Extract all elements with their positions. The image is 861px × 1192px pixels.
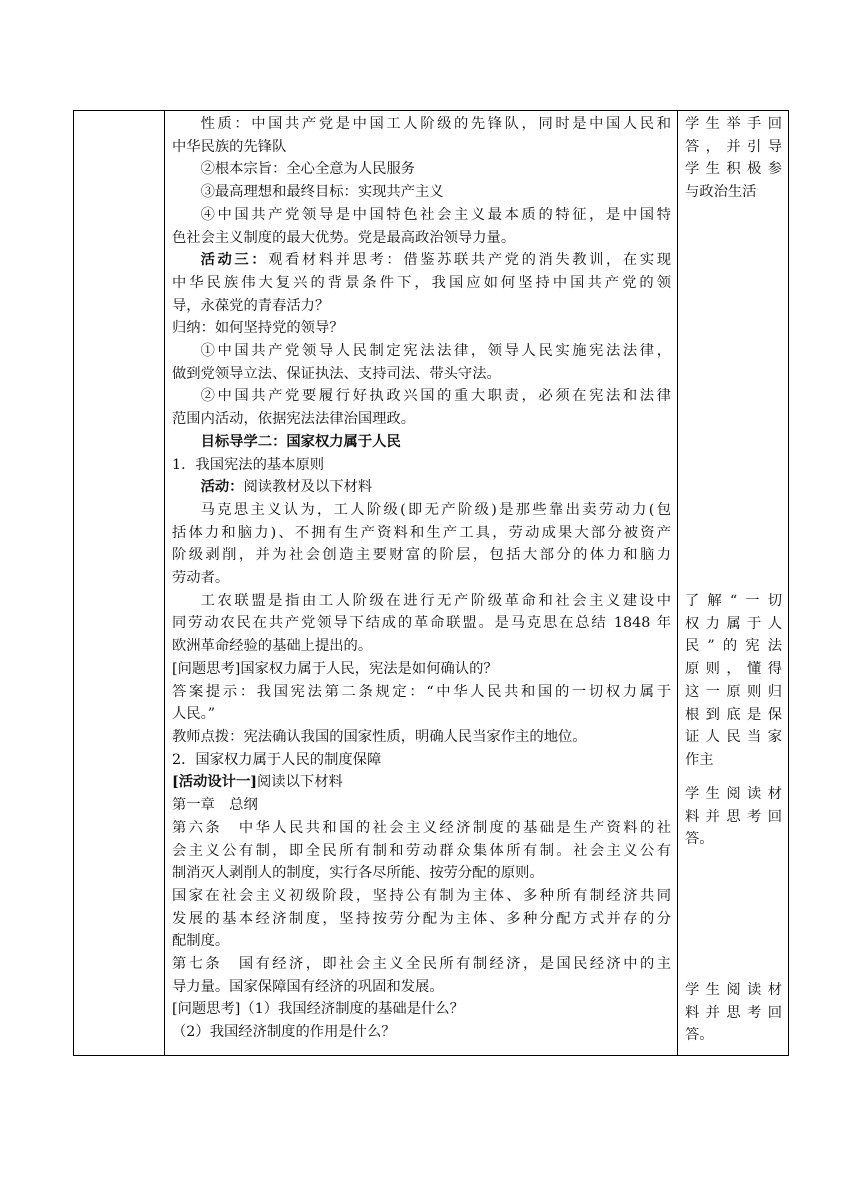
note-block: [685, 979, 782, 1047]
line-text: 配制度。: [172, 933, 230, 950]
line-text: 同劳动农民在共产党领导下结成的革命联盟。是马克思在总结 1848 年: [172, 615, 671, 632]
text-line: [172, 454, 671, 477]
note-line: 答。: [685, 831, 714, 848]
line-text: 范围内活动，依据宪法法律治国理政。: [172, 411, 416, 428]
note-line: 权力属于人: [685, 615, 782, 632]
text-line: [172, 567, 671, 590]
bold-heading: 目标导学二：国家权力属于人民: [200, 433, 401, 450]
line-text: 国家在社会主义初级阶段，坚持公有制为主体、多种所有制经济共同: [172, 887, 671, 904]
content-column: [165, 111, 678, 1055]
text-line: [172, 817, 671, 840]
text-line: [172, 249, 671, 272]
line-text: 教师点拨：宪法确认我国的国家性质，明确人民当家作主的地位。: [172, 728, 587, 745]
text-line: [172, 431, 671, 454]
text-line: [172, 726, 671, 749]
note-line: 证人民当家: [685, 729, 782, 746]
text-line: [172, 522, 671, 545]
line-text: ③最高理想和最终目标：实现共产主义: [200, 184, 444, 201]
line-text: 性质：中国共产党是中国工人阶级的先锋队，同时是中国人民和: [200, 116, 671, 132]
line-text: ②根本宗旨：全心全意为人民服务: [200, 161, 416, 178]
line-text: 观看材料并思考：借鉴苏联共产党的消失教训，在实现: [268, 252, 672, 269]
note-line: 答。: [685, 1027, 714, 1044]
note-line: 根到底是保: [685, 706, 782, 723]
text-line: [172, 930, 671, 953]
note-line: 学生积极参: [685, 161, 782, 178]
line-text: 阶级剥削，并为社会创造主要财富的阶层，包括大部分的体力和脑力: [172, 547, 671, 564]
line-text: 人民。”: [172, 706, 216, 723]
text-line: [172, 385, 671, 408]
text-line: [172, 908, 671, 931]
note-line: 了解“一切: [685, 593, 782, 609]
text-line: [172, 136, 671, 159]
text-line: [172, 976, 671, 999]
line-text: 1．我国宪法的基本原则: [172, 456, 325, 473]
note-line: 料并思考回: [685, 1004, 782, 1021]
line-text: 劳动者。: [172, 570, 230, 587]
text-line: [172, 158, 671, 181]
line-text: ①中国共产党领导人民制定宪法法律，领导人民实施宪法法律，: [200, 343, 671, 360]
line-text: [问题思考]国家权力属于人民，宪法是如何确认的？: [172, 660, 498, 677]
text-line: [172, 658, 671, 681]
text-line: [172, 499, 671, 522]
line-text: 导力量。国家保障国有经济的巩固和发展。: [172, 978, 444, 995]
line-text: 会主义公有制，即全民所有制和劳动群众集体所有制。社会主义公有: [172, 842, 671, 859]
line-text: 做到党领导立法、保证执法、支持司法、带头守法。: [172, 365, 501, 382]
line-text: 色社会主义制度的最大优势。党是最高政治领导力量。: [172, 229, 516, 246]
line-text: 归纳：如何坚持党的领导？: [172, 320, 344, 337]
line-text: 答案提示：我国宪法第二条规定：“中华人民共和国的一切权力属于: [172, 683, 671, 700]
note-line: 料并思考回: [685, 808, 782, 825]
text-line: [172, 363, 671, 386]
bold-heading: 活动：: [200, 479, 244, 496]
text-line: [172, 1021, 671, 1044]
text-line: [172, 204, 671, 227]
line-text: ④中国共产党领导是中国特色社会主义最本质的特征，是中国特: [200, 206, 671, 223]
line-text: [问题思考]（1）我国经济制度的基础是什么？: [172, 1001, 464, 1018]
note-line: 学生阅读材: [685, 786, 782, 802]
text-line: [172, 749, 671, 772]
left-column: [74, 111, 165, 1055]
note-block: [685, 590, 782, 772]
text-line: [172, 635, 671, 658]
note-line: 与政治生活: [685, 184, 757, 201]
line-text: 导，永葆党的青春活力？: [172, 297, 330, 314]
note-line: 学生举手回: [685, 116, 782, 132]
text-line: [172, 998, 671, 1021]
text-line: [172, 272, 671, 295]
note-line: 这一原则归: [685, 683, 782, 700]
line-text: 阅读以下材料: [257, 774, 343, 791]
text-line: [172, 408, 671, 431]
line-text: ②中国共产党要履行好执政兴国的重大职责，必须在宪法和法律: [200, 388, 671, 405]
line-text: 阅读教材及以下材料: [243, 479, 373, 496]
text-line: [172, 794, 671, 817]
text-line: [172, 612, 671, 635]
notes-column: [678, 111, 788, 1055]
text-line: [172, 590, 671, 613]
text-line: [172, 544, 671, 567]
note-line: 原则，懂得: [685, 661, 782, 678]
text-line: [172, 681, 671, 704]
bold-heading: [活动设计一]: [172, 774, 258, 791]
line-text: 第六条 中华人民共和国的社会主义经济制度的基础是生产资料的社: [172, 819, 671, 836]
text-line: [172, 840, 671, 863]
text-line: [172, 181, 671, 204]
text-line: [172, 771, 671, 794]
line-text: 第七条 国有经济，即社会主义全民所有制经济，是国民经济中的主: [172, 956, 671, 973]
text-line: [172, 953, 671, 976]
text-line: [172, 862, 671, 885]
line-text: 中华民族伟大复兴的背景条件下，我国应如何坚持中国共产党的领: [172, 274, 671, 291]
line-text: 2．国家权力属于人民的制度保障: [172, 751, 382, 768]
note-line: 答，并引导: [685, 138, 782, 155]
line-text: 第一章 总纲: [172, 797, 258, 814]
note-line: 民”的宪法: [685, 638, 782, 655]
text-line: [172, 317, 671, 340]
line-text: 欧洲革命经验的基础上提出的。: [172, 638, 373, 655]
note-line: 学生阅读材: [685, 982, 782, 998]
note-line: 作主: [685, 751, 714, 768]
line-text: 制消灭人剥削人的制度，实行各尽所能、按劳分配的原则。: [172, 865, 544, 882]
line-text: 中华民族的先锋队: [172, 138, 287, 155]
line-text: 马克思主义认为，工人阶级(即无产阶级)是那些靠出卖劳动力(包: [200, 501, 671, 518]
note-block: [685, 783, 782, 851]
lesson-table: [73, 110, 789, 1056]
text-line: [172, 340, 671, 363]
note-block: [685, 113, 782, 204]
line-text: 括体力和脑力)、不拥有生产资料和生产工具，劳动成果大部分被资产: [172, 524, 671, 541]
text-line: [172, 227, 671, 250]
bold-heading: 活动三：: [200, 252, 269, 269]
line-text: （2）我国经济制度的作用是什么？: [172, 1024, 396, 1041]
text-line: [172, 703, 671, 726]
line-text: 发展的基本经济制度，坚持按劳分配为主体、多种分配方式并存的分: [172, 910, 671, 927]
line-text: 工农联盟是指由工人阶级在进行无产阶级革命和社会主义建设中: [200, 592, 671, 609]
text-line: [172, 476, 671, 499]
text-line: [172, 295, 671, 318]
text-line: [172, 113, 671, 136]
text-line: [172, 885, 671, 908]
